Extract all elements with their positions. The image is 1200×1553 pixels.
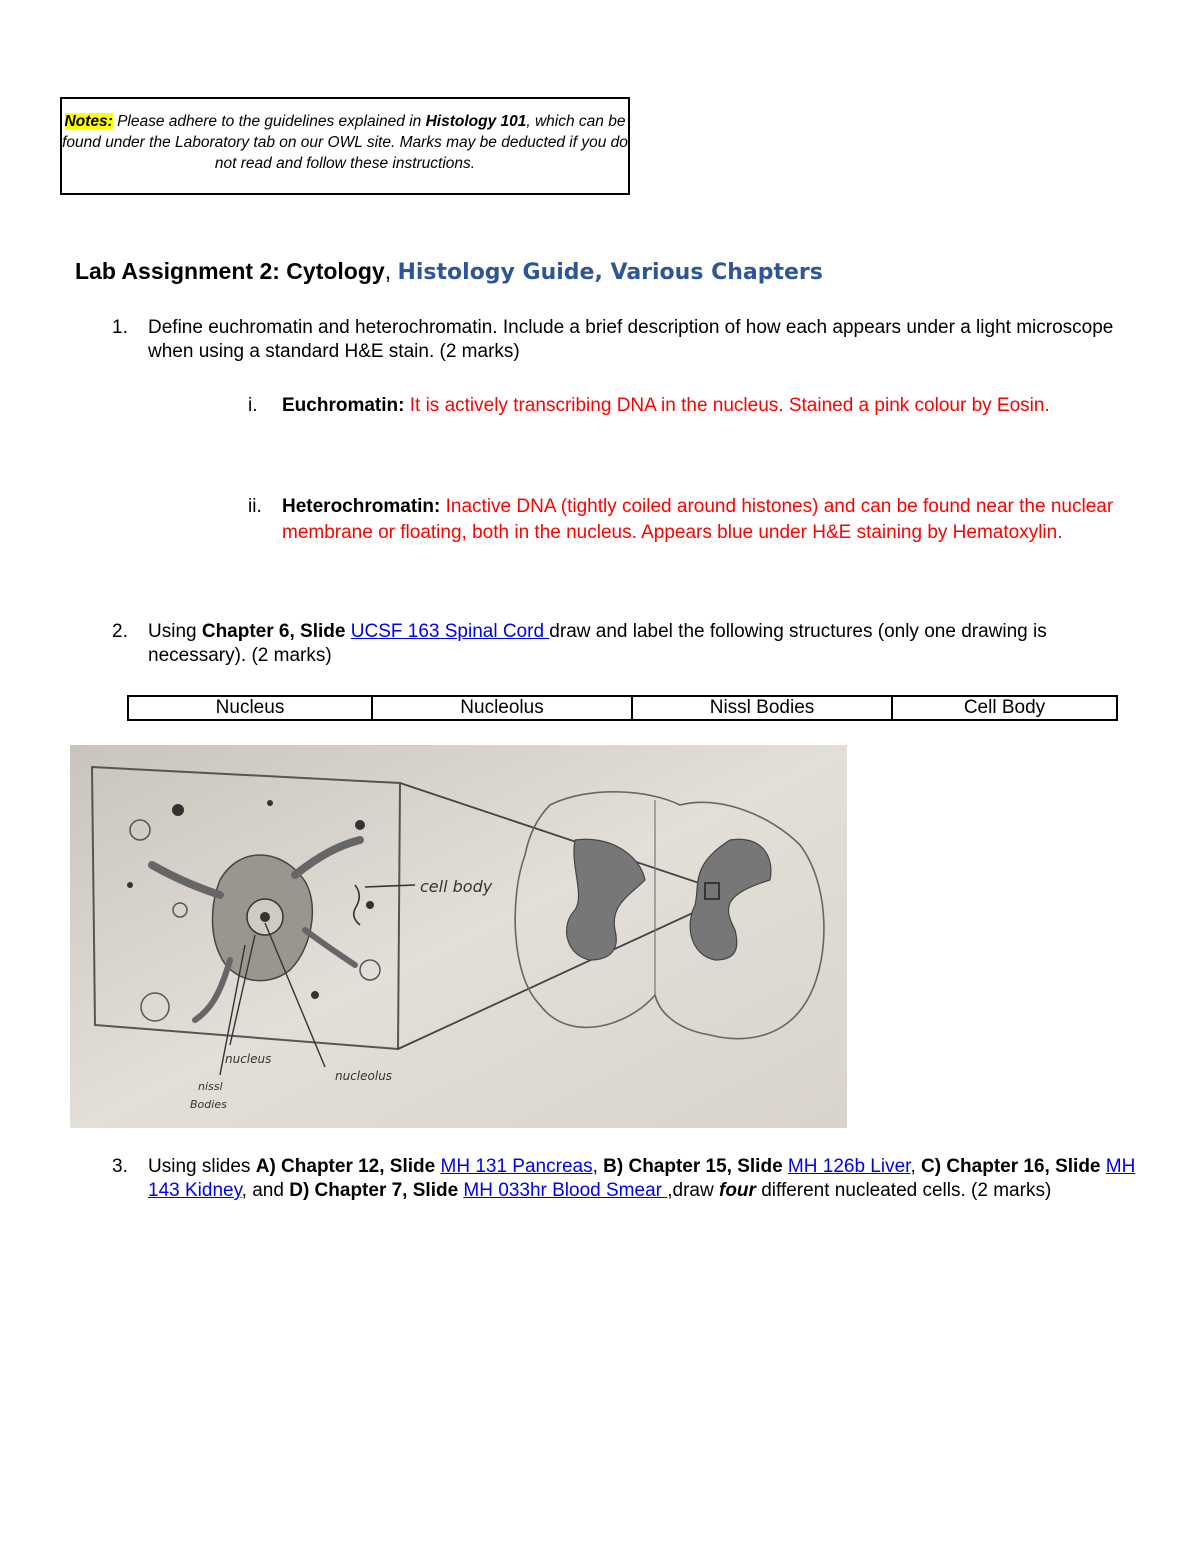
structure-cell: Cell Body — [892, 696, 1117, 720]
notes-label: Notes: — [64, 113, 113, 130]
page-title — [75, 258, 823, 285]
label-cell-body: cell body — [420, 877, 493, 896]
notes-text-bold: Histology 101 — [425, 113, 527, 130]
label-nucleus: nucleus — [225, 1052, 272, 1066]
title-sep: , — [384, 258, 398, 284]
spinal-cord-drawing — [70, 745, 847, 1128]
answer-text: Inactive DNA (tightly coiled around histones) and can be found near the nuclear membrane or floating, both in the nucleus. Appears blue under H&E staining by Hematoxylin. — [282, 496, 1114, 543]
q3-t5: ,draw — [667, 1180, 719, 1201]
question-number: 2. — [112, 621, 128, 642]
answer-euchromatin — [248, 393, 1128, 419]
answer-heterochromatin — [248, 494, 1128, 546]
question-number: 1. — [112, 317, 128, 338]
question-3 — [112, 1155, 1142, 1203]
question-text: Define euchromatin and heterochromatin. Include a brief description of how each appears under a light microscope when using a standard H&E stain. (2 marks) — [148, 317, 1114, 362]
q3-t1: Using slides — [148, 1156, 256, 1177]
question-number: 3. — [112, 1156, 128, 1177]
item-number: ii. — [248, 496, 262, 517]
term: Heterochromatin: — [282, 496, 441, 517]
title-blue: Histology Guide, Various Chapters — [397, 260, 823, 285]
term: Euchromatin: — [282, 395, 405, 416]
structure-cell: Nucleolus — [372, 696, 632, 720]
title-main: Lab Assignment 2: Cytology — [75, 258, 385, 284]
q2-pre: Using — [148, 621, 202, 642]
q3-b2: B) Chapter 15, Slide — [603, 1156, 783, 1177]
q3-b3: C) Chapter 16, Slide — [921, 1156, 1101, 1177]
question-1 — [112, 316, 1142, 364]
notes-text-post: , which can be found under the Laboratory tab on our OWL site. Marks may be deducted if you do not read and follow these instructions. — [62, 113, 628, 172]
link-mh-143-kidney[interactable]: MH 143 Kidney — [148, 1156, 1136, 1201]
q3-t2: , — [592, 1156, 604, 1177]
label-nissl: nissl — [198, 1080, 223, 1093]
q3-t3: , — [910, 1156, 921, 1177]
q2-post: draw and label the following structures (only one drawing is necessary). (2 marks) — [148, 621, 1047, 666]
notes-box — [60, 97, 630, 195]
answer-text: It is actively transcribing DNA in the nucleus. Stained a pink colour by Eosin. — [404, 395, 1050, 416]
q3-b4: D) Chapter 7, Slide — [289, 1180, 459, 1201]
q3-t6: different nucleated cells. (2 marks) — [755, 1180, 1052, 1201]
notes-text-pre: Please adhere to the guidelines explained in — [112, 113, 426, 130]
structure-cell: Nissl Bodies — [632, 696, 892, 720]
label-nucleolus: nucleolus — [335, 1069, 393, 1083]
label-bodies: Bodies — [190, 1098, 227, 1111]
q3-t4: , and — [241, 1180, 290, 1201]
item-number: i. — [248, 395, 258, 416]
drawing-svg — [70, 745, 847, 1128]
link-mh-033hr-blood-smear[interactable]: MH 033hr Blood Smear — [463, 1180, 668, 1201]
link-mh-126b-liver[interactable]: MH 126b Liver — [787, 1156, 911, 1177]
link-mh-131-pancreas[interactable]: MH 131 Pancreas — [440, 1156, 593, 1177]
q2-bold: Chapter 6, Slide — [201, 621, 346, 642]
structure-cell: Nucleus — [128, 696, 372, 720]
link-ucsf-163-spinal-cord[interactable]: UCSF 163 Spinal Cord — [350, 621, 550, 642]
q3-b1: A) Chapter 12, Slide — [255, 1156, 436, 1177]
structures-table — [127, 695, 1118, 721]
question-2 — [112, 620, 1142, 668]
q3-four: four — [719, 1180, 756, 1201]
